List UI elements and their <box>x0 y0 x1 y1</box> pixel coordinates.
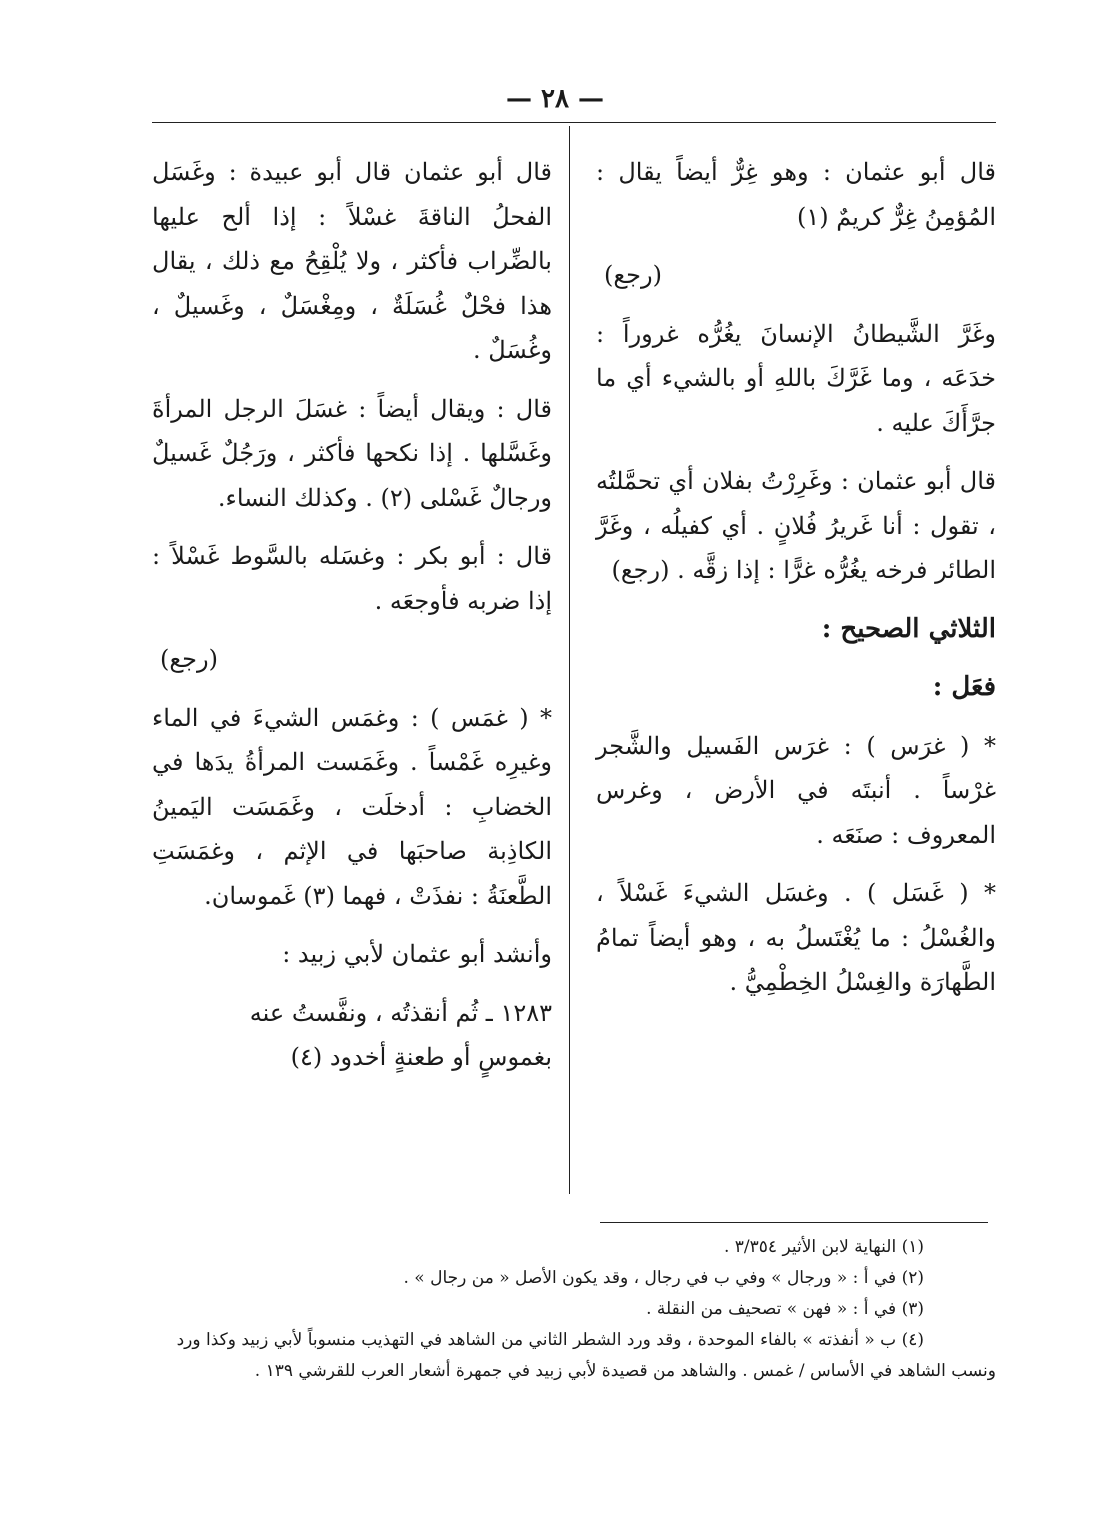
footnotes <box>150 1232 996 1387</box>
paragraph: وأنشد أبو عثمان لأبي زبيد : <box>282 940 552 968</box>
paragraph: قال أبو عثمان : وغَرِرْتُ بفلان أي تحمَّلتُه ، تقول : أنا غَريرُ فُلانٍ . أي كفيلُه ، وغَرَّ الطائر فرخه يغُرُّه غرًّا : إذا زقَّه . (رجع) <box>596 467 996 584</box>
return-mark: (رجع) <box>604 261 662 289</box>
paragraph: * ( غَسَل ) . وغسَل الشيءَ غَسْلاً ، والغُسْلُ : ما يُغْتَسلُ به ، وهو أيضاً تمامُ الطَّهارَة والغِسْلُ الخِطْمِيُّ . <box>596 879 996 996</box>
paragraph: قال : ويقال أيضاً : غسَلَ الرجل المرأةَ وغَسَّلها . إذا نكحها فأكثر ، ورَجُلٌ غَسيلٌ ورجالٌ غَسْلى (٢) . وكذلك النساء. <box>152 394 552 512</box>
column-divider <box>569 126 570 1194</box>
paragraph: قال أبو عثمان قال أبو عبيدة : وغَسَل الفحلُ الناقةَ غسْلاً : إذا ألح عليها بالضِّراب فأكثر ، ولا يُلْقِحُ مع ذلك ، يقال هذا فحْلٌ غُسَلَةٌ ، ومِغْسَلٌ ، وغَسيلٌ ، وغُسَلٌ . <box>152 158 552 364</box>
footnote: ونسب الشاهد في الأساس / غمس . والشاهد من قصيدة لأبي زبيد في جمهرة أشعار العرب للقرشي ١٣٩ . <box>254 1361 996 1381</box>
section-heading: الثلاثي الصحيح : <box>821 613 996 644</box>
poem-line: ١٢٨٣ ـ ثُم أنقذتُه ، ونفَّستُ عنه <box>249 998 552 1027</box>
paragraph: قال أبو عثمان : وهو غِرٌّ أيضاً يقال : المُؤمِنُ غِرٌّ كريمٌ (١) <box>596 158 996 231</box>
footnote-rule <box>600 1222 988 1223</box>
right-column <box>596 150 996 1019</box>
paragraph: وغَرَّ الشَّيطانُ الإنسانَ يغُرُّه غروراً : خدَعَه ، وما غَرَّكَ باللهِ أو بالشيء أي ما جرَّأَكَ عليه . <box>596 319 996 437</box>
footnote: (٢) في أ : « ورجال » وفي ب في رجال ، وقد يكون الأصل « من رجال » . <box>403 1268 924 1288</box>
left-column <box>152 150 552 1094</box>
poem-line: بغموسٍ أو طعنةٍ أخدود (٤) <box>290 1043 552 1071</box>
footnote: (٤) ب « أنفذته » بالفاء الموحدة ، وقد ورد الشطر الثاني من الشاهد في التهذيب منسوباً لأبي زبيد وكذا ورد <box>176 1330 924 1350</box>
poem-verse <box>152 991 552 1080</box>
header-rule <box>152 122 996 123</box>
page-number: — ٢٨ — <box>505 84 605 114</box>
paragraph: * ( غمَس ) : وغمَس الشيءَ في الماء وغيرِه غَمْساً . وغَمَست المرأةُ يدَها في الخضابِ : أدخلَت ، وغَمَسَت اليَمينُ الكاذِبة صاحبَها في الإثم ، وغمَسَتِ الطَّعنَةُ : نفذَتْ ، فهما (٣) غَموسان. <box>152 703 552 910</box>
paragraph: قال : أبو بكر : وغسَله بالسَّوط غَسْلاً : إذا ضربه فأوجعَه . <box>152 542 552 615</box>
footnote: (١) النهاية لابن الأثير ٣/٣٥٤ . <box>723 1237 924 1257</box>
section-heading: فعَل : <box>932 672 996 702</box>
return-mark: (رجع) <box>160 645 218 673</box>
footnote: (٣) في أ : « فهن » تصحيف من النقلة . <box>646 1299 924 1319</box>
paragraph: * ( غرَس ) : غرَس الفَسيل والشَّجر غرْساً . أنبتَه في الأرض ، وغرس المعروف : صنَعَه . <box>596 731 996 849</box>
